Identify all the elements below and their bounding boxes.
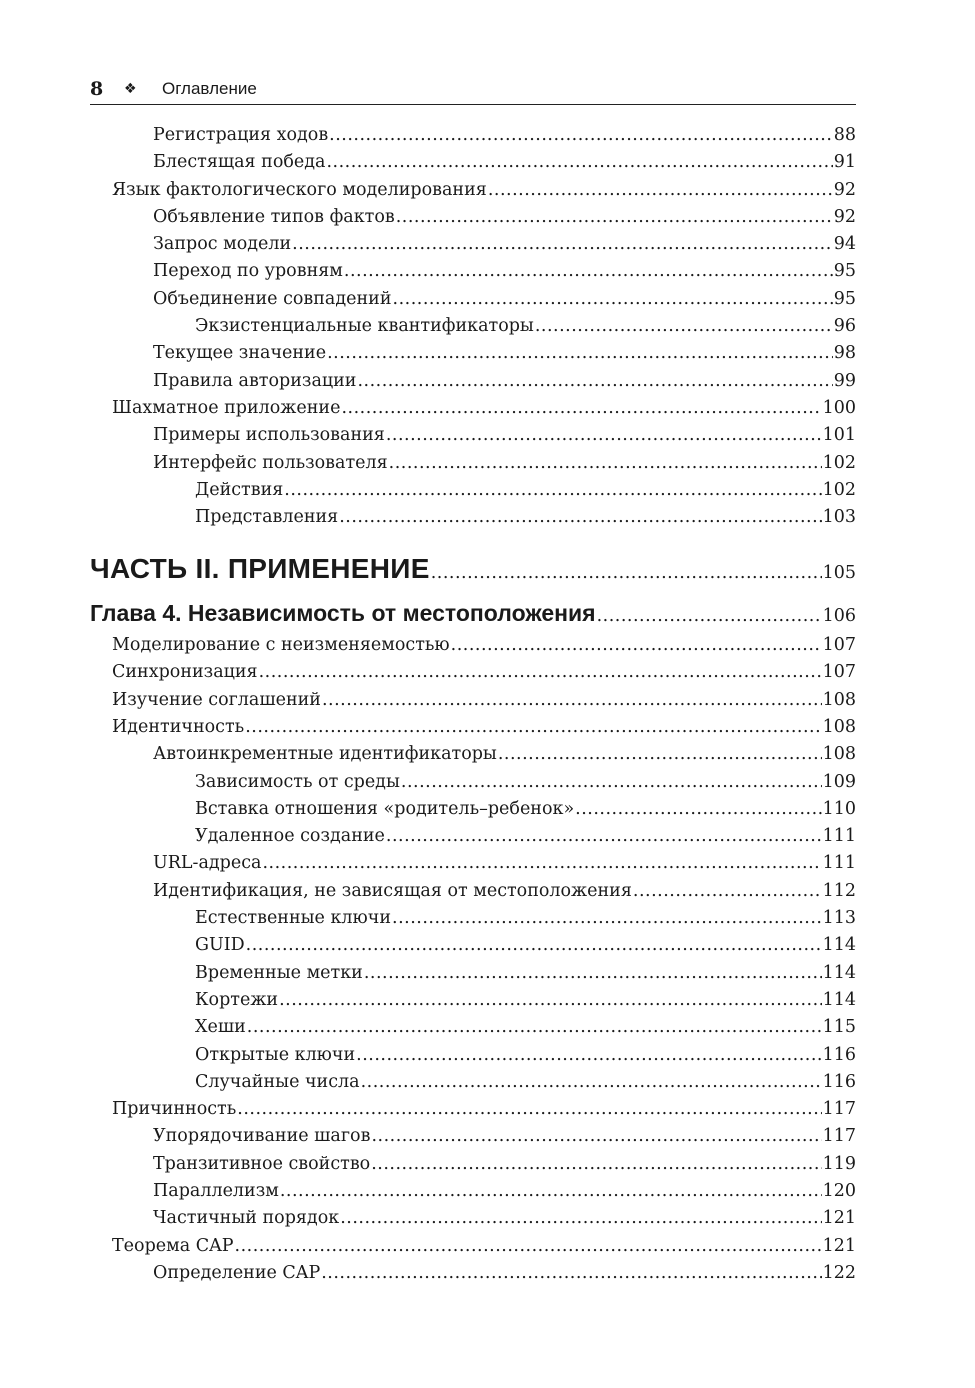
toc-entry-title: Примеры использования bbox=[153, 425, 385, 446]
toc-entry[interactable] bbox=[90, 659, 856, 686]
dot-leader bbox=[326, 149, 832, 176]
toc-entry-page: 110 bbox=[822, 798, 856, 819]
toc-entry-page: 117 bbox=[822, 1099, 856, 1120]
dot-leader bbox=[386, 823, 822, 850]
toc-entry-page: 92 bbox=[833, 206, 856, 227]
dot-leader bbox=[356, 1042, 821, 1069]
toc-entry-title: Блестящая победа bbox=[153, 152, 326, 173]
toc-entry[interactable] bbox=[90, 149, 856, 176]
toc-entry-title: Естественные ключи bbox=[195, 908, 392, 929]
dot-leader bbox=[341, 395, 821, 422]
toc-entry-title: Транзитивное свойство bbox=[153, 1153, 371, 1174]
toc-entry[interactable] bbox=[90, 741, 856, 768]
toc-entry-page: 99 bbox=[833, 370, 856, 391]
toc-entry[interactable] bbox=[90, 450, 856, 477]
toc-entry-title: Моделирование с неизменяемостью bbox=[112, 635, 450, 656]
toc-entry-title: Случайные числа bbox=[195, 1071, 360, 1092]
toc-entry-title: Экзистенциальные квантификаторы bbox=[195, 316, 534, 337]
toc-entry[interactable] bbox=[90, 1151, 856, 1178]
dot-leader bbox=[280, 1178, 822, 1205]
dot-leader bbox=[633, 878, 822, 905]
toc-entry-title: Действия bbox=[195, 479, 284, 500]
toc-entry-page: 96 bbox=[833, 316, 856, 337]
toc-entry-title: Запрос модели bbox=[153, 234, 292, 255]
toc-entry-title: Идентичность bbox=[112, 716, 245, 737]
toc-chapter-page: 106 bbox=[822, 605, 856, 626]
toc-entry-title: Открытые ключи bbox=[195, 1044, 356, 1065]
toc-entry[interactable] bbox=[90, 1042, 856, 1069]
ornament-icon: ❖ bbox=[124, 81, 137, 97]
toc-entry-page: 121 bbox=[822, 1208, 856, 1229]
toc-entry-page: 117 bbox=[822, 1126, 856, 1147]
toc-entry[interactable] bbox=[90, 1178, 856, 1205]
toc-entry-title: Причинность bbox=[112, 1099, 237, 1120]
dot-leader bbox=[575, 796, 821, 823]
toc-entry-page: 100 bbox=[822, 397, 856, 418]
dot-leader bbox=[431, 560, 822, 587]
toc-entry-page: 88 bbox=[833, 125, 856, 145]
toc-entry[interactable] bbox=[90, 1069, 856, 1096]
dot-leader bbox=[279, 987, 822, 1014]
dot-leader bbox=[393, 286, 833, 313]
toc-entry-title: Переход по уровням bbox=[153, 261, 343, 282]
toc-entry-title: Временные метки bbox=[195, 962, 363, 983]
toc-entry-title: Синхронизация bbox=[112, 662, 258, 683]
toc-entry[interactable] bbox=[90, 905, 856, 932]
toc-entry[interactable] bbox=[90, 422, 856, 449]
toc-entry[interactable] bbox=[90, 204, 856, 231]
dot-leader bbox=[327, 340, 833, 367]
toc-entry[interactable] bbox=[90, 1233, 856, 1260]
dot-leader bbox=[339, 504, 821, 531]
toc-entry-title: GUID bbox=[195, 935, 245, 956]
toc-entry-page: 91 bbox=[833, 152, 856, 173]
dot-leader bbox=[329, 122, 833, 149]
toc-entry-title: Теорема CAP bbox=[112, 1235, 234, 1256]
dot-leader bbox=[262, 850, 821, 877]
toc-entry-title: URL-адреса bbox=[153, 853, 262, 874]
toc-entry-title: Частичный порядок bbox=[153, 1208, 340, 1229]
running-title: Оглавление bbox=[162, 79, 257, 98]
toc-entry[interactable] bbox=[90, 1205, 856, 1232]
toc-entry-title: Параллелизм bbox=[153, 1180, 279, 1201]
toc-part[interactable] bbox=[90, 555, 856, 587]
dot-leader bbox=[247, 1014, 822, 1041]
toc-entry-page: 107 bbox=[822, 662, 856, 683]
toc-entry-page: 98 bbox=[833, 343, 856, 364]
dot-leader bbox=[292, 231, 833, 258]
dot-leader bbox=[535, 313, 833, 340]
toc-entry-page: 92 bbox=[833, 179, 856, 200]
toc-entry[interactable] bbox=[90, 313, 856, 340]
toc-entry[interactable] bbox=[90, 477, 856, 504]
toc-entry-title: Объединение совпадений bbox=[153, 288, 392, 309]
toc-entry-page: 108 bbox=[822, 689, 856, 710]
toc-entry-title: Зависимость от среды bbox=[195, 771, 400, 792]
toc-entry-title: Интерфейс пользователя bbox=[153, 452, 388, 473]
toc-entry-page: 112 bbox=[822, 880, 856, 901]
toc-part-page: 105 bbox=[822, 563, 856, 584]
toc-entry-title: Правила авторизации bbox=[153, 370, 357, 391]
dot-leader bbox=[371, 1123, 821, 1150]
running-header bbox=[90, 74, 856, 105]
table-of-contents bbox=[90, 122, 856, 1287]
dot-leader bbox=[344, 258, 833, 285]
toc-entry-title: Шахматное приложение bbox=[112, 397, 341, 418]
toc-entry[interactable] bbox=[90, 796, 856, 823]
toc-entry-page: 111 bbox=[822, 826, 856, 847]
toc-entry-title: Определение CAP bbox=[153, 1262, 321, 1283]
toc-entry[interactable] bbox=[90, 850, 856, 877]
toc-entry[interactable] bbox=[90, 987, 856, 1014]
toc-entry-page: 111 bbox=[822, 853, 856, 874]
dot-leader bbox=[389, 450, 822, 477]
toc-entry-title: Представления bbox=[195, 507, 339, 528]
toc-entry[interactable] bbox=[90, 1014, 856, 1041]
toc-entry[interactable] bbox=[90, 714, 856, 741]
dot-leader bbox=[396, 204, 833, 231]
dot-leader bbox=[259, 659, 822, 686]
toc-entry-page: 120 bbox=[822, 1180, 856, 1201]
toc-entry[interactable] bbox=[90, 687, 856, 714]
toc-entry-title: Регистрация ходов bbox=[153, 125, 329, 145]
page-number: 8 bbox=[90, 78, 104, 100]
dot-leader bbox=[284, 477, 821, 504]
toc-entry-page: 115 bbox=[822, 1017, 856, 1038]
toc-entry-title: Идентификация, не зависящая от местоположения bbox=[153, 880, 632, 901]
toc-entry-page: 108 bbox=[822, 716, 856, 737]
toc-entry[interactable] bbox=[90, 258, 856, 285]
toc-entry[interactable] bbox=[90, 1096, 856, 1123]
toc-entry-title: Объявление типов фактов bbox=[153, 206, 395, 227]
toc-entry[interactable] bbox=[90, 395, 856, 422]
toc-entry-page: 107 bbox=[822, 635, 856, 656]
dot-leader bbox=[237, 1096, 821, 1123]
toc-entry-title: Упорядочивание шагов bbox=[153, 1126, 371, 1147]
dot-leader bbox=[321, 1260, 821, 1287]
toc-entry-page: 101 bbox=[822, 425, 856, 446]
toc-entry[interactable] bbox=[90, 1123, 856, 1150]
toc-entry-title: Язык фактологического моделирования bbox=[112, 179, 487, 200]
dot-leader bbox=[235, 1233, 822, 1260]
toc-entry-page: 116 bbox=[822, 1044, 856, 1065]
toc-entry-title: Вставка отношения «родитель–ребенок» bbox=[195, 798, 575, 819]
toc-entry-page: 122 bbox=[822, 1262, 856, 1283]
dot-leader bbox=[451, 632, 822, 659]
toc-entry[interactable] bbox=[90, 932, 856, 959]
toc-entry-title: Удаленное создание bbox=[195, 826, 385, 847]
dot-leader bbox=[392, 905, 822, 932]
toc-entry[interactable] bbox=[90, 504, 856, 531]
dot-leader bbox=[364, 960, 822, 987]
toc-entry-title: Текущее значение bbox=[153, 343, 327, 364]
toc-entry-page: 114 bbox=[822, 935, 856, 956]
toc-part-title: ЧАСТЬ II. ПРИМЕНЕНИЕ bbox=[90, 553, 430, 585]
dot-leader bbox=[597, 603, 822, 630]
toc-entry[interactable] bbox=[90, 878, 856, 905]
dot-leader bbox=[246, 932, 822, 959]
toc-entry[interactable] bbox=[90, 823, 856, 850]
toc-entry-title: Кортежи bbox=[195, 989, 279, 1010]
dot-leader bbox=[361, 1069, 822, 1096]
toc-entry[interactable] bbox=[90, 769, 856, 796]
toc-chapter-title: Глава 4. Независимость от местоположения bbox=[90, 599, 596, 626]
toc-entry[interactable] bbox=[90, 340, 856, 367]
toc-entry[interactable] bbox=[90, 368, 856, 395]
toc-entry-page: 95 bbox=[833, 261, 856, 282]
toc-entry-page: 103 bbox=[822, 507, 856, 528]
toc-entry-page: 102 bbox=[822, 479, 856, 500]
dot-leader bbox=[340, 1205, 821, 1232]
toc-entry-page: 116 bbox=[822, 1071, 856, 1092]
toc-entry[interactable] bbox=[90, 632, 856, 659]
toc-entry-page: 109 bbox=[822, 771, 856, 792]
toc-entry-page: 114 bbox=[822, 989, 856, 1010]
dot-leader bbox=[488, 177, 833, 204]
toc-entry[interactable] bbox=[90, 960, 856, 987]
toc-entry-title: Хеши bbox=[195, 1017, 246, 1038]
dot-leader bbox=[245, 714, 821, 741]
dot-leader bbox=[371, 1151, 821, 1178]
toc-entry-page: 113 bbox=[822, 908, 856, 929]
toc-entry-page: 121 bbox=[822, 1235, 856, 1256]
toc-entry[interactable] bbox=[90, 286, 856, 313]
toc-entry-page: 108 bbox=[822, 744, 856, 765]
toc-chapter[interactable] bbox=[90, 600, 856, 630]
toc-entry[interactable] bbox=[90, 1260, 856, 1287]
toc-entry[interactable] bbox=[90, 231, 856, 258]
dot-leader bbox=[386, 422, 822, 449]
dot-leader bbox=[498, 741, 822, 768]
dot-leader bbox=[322, 687, 822, 714]
toc-entry-page: 102 bbox=[822, 452, 856, 473]
dot-leader bbox=[401, 769, 822, 796]
dot-leader bbox=[357, 368, 832, 395]
toc-entry-page: 95 bbox=[833, 288, 856, 309]
toc-entry[interactable] bbox=[90, 122, 856, 149]
toc-entry-title: Изучение соглашений bbox=[112, 689, 321, 710]
toc-entry-page: 114 bbox=[822, 962, 856, 983]
toc-entry[interactable] bbox=[90, 177, 856, 204]
toc-entry-page: 94 bbox=[833, 234, 856, 255]
toc-entry-title: Автоинкрементные идентификаторы bbox=[153, 744, 497, 765]
toc-entry-page: 119 bbox=[822, 1153, 856, 1174]
